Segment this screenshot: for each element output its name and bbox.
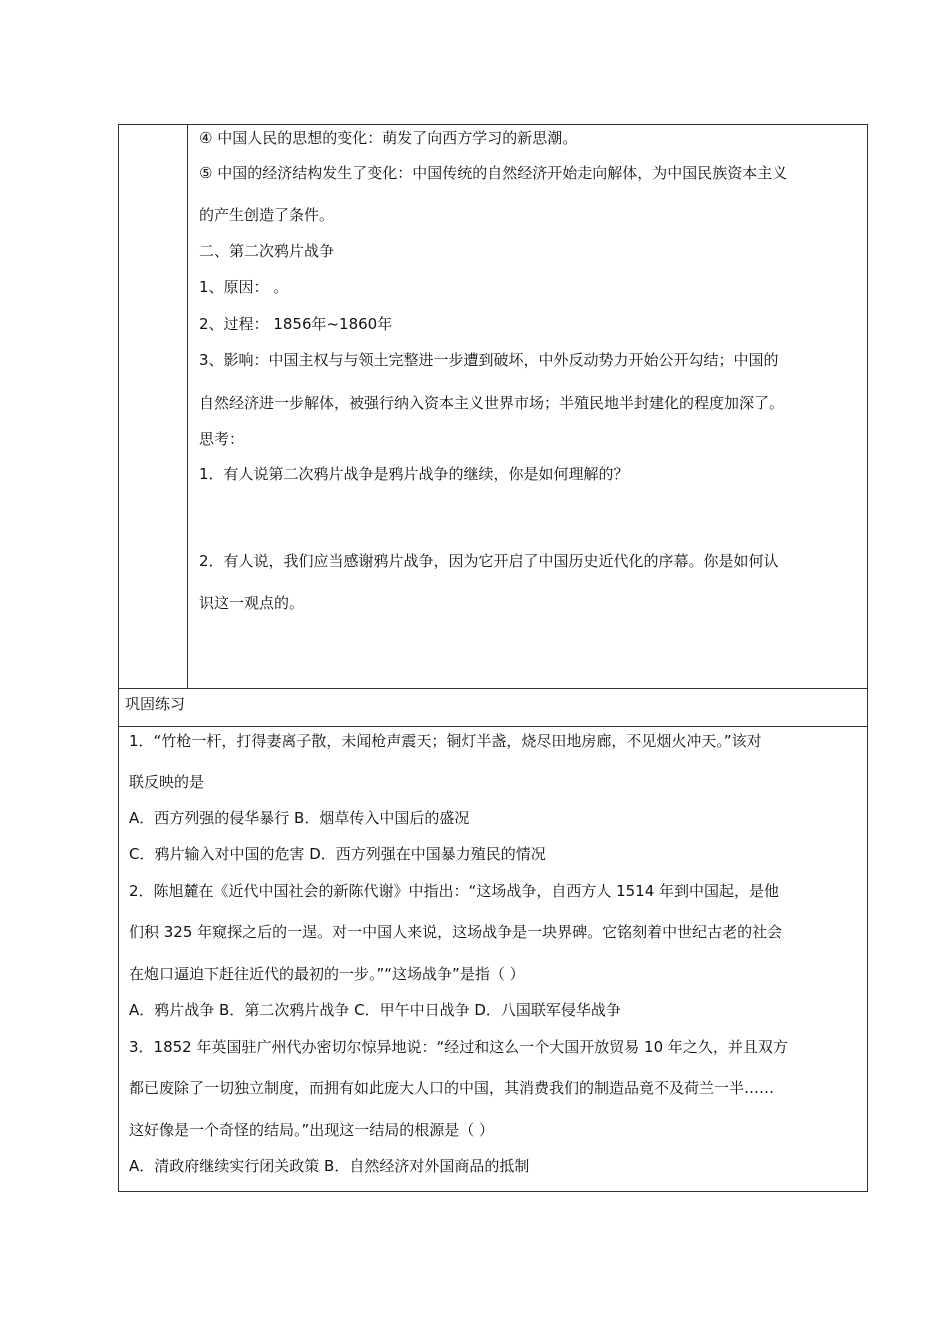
exercise-option-line-8: A．鸦片战争 B．第二次鸦片战争 C．甲午中日战争 D．八国联军侵华战争 (129, 1001, 621, 1019)
exercise-line-2: 联反映的是 (129, 773, 205, 791)
upper-line-impact-2: 自然经济进一步解体，被强行纳入资本主义世界市场；半殖民地半封建化的程度加深了。 (199, 394, 785, 412)
exercise-line-5: 2．陈旭麓在《近代中国社会的新陈代谢》中指出：“这场战争，自西方人 1514 年到中国起，是他 (129, 882, 780, 900)
exercise-line-7: 在炮口逼迫下赶往近代的最初的一步。”“这场战争”是指（ ） (129, 965, 525, 983)
exercise-option-line-4: C．鸦片输入对中国的危害 D．西方列强在中国暴力殖民的情况 (129, 845, 546, 863)
exercise-option-line-12: A．清政府继续实行闭关政策 B．自然经济对外国商品的抵制 (129, 1157, 530, 1175)
exercise-option-line-3: A．西方列强的侵华暴行 B．烟草传入中国后的盛况 (129, 809, 470, 827)
upper-line-3: 的产生创造了条件。 (199, 206, 335, 224)
upper-line-1: ④ 中国人民的思想的变化：萌发了向西方学习的新思潮。 (199, 129, 578, 147)
exercise-line-1: 1．“竹枪一杆，打得妻离子散，未闻枪声震天；铜灯半盏，烧尽田地房廊，不见烟火冲天。”该对 (129, 732, 762, 750)
upper-line-2: ⑤ 中国的经济结构发生了变化：中国传统的自然经济开始走向解体，为中国民族资本主义 (199, 164, 788, 182)
exercise-line-9: 3．1852 年英国驻广州代办密切尔惊异地说：“经过和这么一个大国开放贸易 10 年之久，并且双方 (129, 1038, 788, 1056)
exercise-line-10: 都已废除了一切独立制度，而拥有如此庞大人口的中国，其消费我们的制造品竟不及荷兰一半…… (129, 1079, 775, 1097)
upper-line-think: 思考： (199, 430, 245, 448)
lesson-table (118, 124, 868, 1192)
upper-heading-second-opium-war: 二、第二次鸦片战争 (199, 242, 335, 260)
exercise-line-6: 们积 325 年窥探之后的一逞。对一中国人来说，这场战争是一块界碑。它铭刻着中世纪古老的社会 (129, 923, 783, 941)
upper-line-cause: 1、原因： 。 (199, 278, 289, 296)
exercise-line-11: 这好像是一个奇怪的结局。”出现这一结局的根源是（ ） (129, 1121, 495, 1139)
upper-question-2-line-2: 识这一观点的。 (199, 594, 305, 612)
row-divider-2 (119, 726, 867, 727)
upper-question-2-line-1: 2．有人说，我们应当感谢鸦片战争，因为它开启了中国历史近代化的序幕。你是如何认 (199, 552, 779, 570)
upper-line-impact-1: 3、影响：中国主权与与领土完整进一步遭到破坏，中外反动势力开始公开勾结；中国的 (199, 351, 779, 369)
column-divider (187, 125, 188, 688)
section-title: 巩固练习 (125, 695, 186, 713)
upper-question-1: 1．有人说第二次鸦片战争是鸦片战争的继续，你是如何理解的？ (199, 465, 629, 483)
row-divider-1 (119, 688, 867, 689)
upper-line-process: 2、过程： 1856年~1860年 (199, 315, 393, 333)
